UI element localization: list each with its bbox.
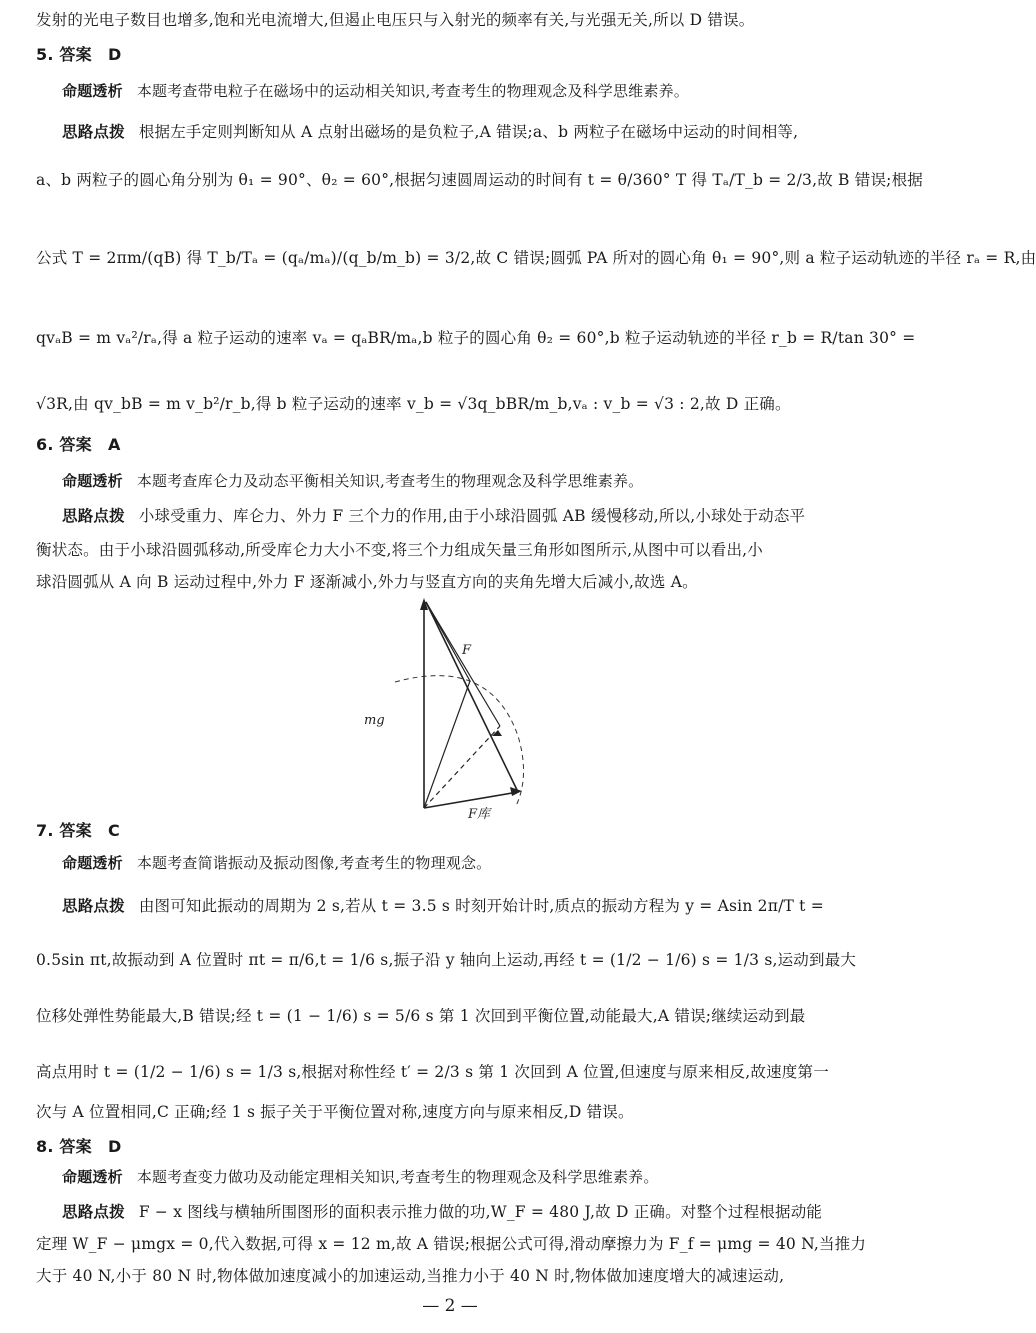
answer-7-heading: 7. 答案 C [36, 821, 120, 840]
q5-hint-3: 公式 T = 2πm/(qB) 得 T_b/Tₐ = (qₐ/mₐ)/(q_b/m_b) = 3/2,故 C 错误;圆弧 PA 所对的圆心角 θ₁ = 90°,则 a 粒子运动轨迹的半径 rₐ = R,由 [36, 249, 1036, 267]
q8-hint-1: 思路点拨 F − x 图线与横轴所围图形的面积表示推力做的功,W_F = 480 J,故 D 正确。对整个过程根据动能 [62, 1203, 823, 1221]
label-Fku: F库 [468, 807, 491, 822]
label-silu: 思路点拨 [62, 897, 125, 915]
label-silu: 思路点拨 [62, 507, 125, 525]
solid-line-4 [426, 602, 470, 681]
q8-hint-3: 大于 40 N,小于 80 N 时,物体做加速度减小的加速运动,当推力小于 40 N 时,物体做加速度增大的减速运动, [36, 1267, 785, 1285]
q6-hint-2: 衡状态。由于小球沿圆弧移动,所受库仑力大小不变,将三个力组成矢量三角形如图所示,从图中可以看出,小 [36, 541, 764, 559]
force-vector-figure [340, 596, 560, 822]
q8-hint-2: 定理 W_F − μmgx = 0,代入数据,可得 x = 12 m,故 A 错误;根据公式可得,滑动摩擦力为 F_f = μmg = 40 N,当推力 [36, 1235, 867, 1253]
label-mingti: 命题透析 [62, 854, 123, 872]
label-mingti: 命题透析 [62, 1168, 123, 1186]
label-mingti: 命题透析 [62, 472, 123, 490]
q5-hint-5: √3R,由 qv_bB = m v_b²/r_b,得 b 粒子运动的速率 v_b = √3q_bBR/m_b,vₐ : v_b = √3 : 2,故 D 正确。 [36, 395, 791, 413]
q7-hint-5: 次与 A 位置相同,C 正确;经 1 s 振子关于平衡位置对称,速度方向与原来相反,D 错误。 [36, 1103, 634, 1121]
label-silu: 思路点拨 [62, 1203, 125, 1221]
q6-analysis: 命题透析 本题考查库仑力及动态平衡相关知识,考查考生的物理观念及科学思维素养。 [62, 472, 644, 490]
arc-path [395, 676, 524, 806]
q5-hint-1: 思路点拨 根据左手定则判断知从 A 点射出磁场的是负粒子,A 错误;a、b 两粒子在磁场中运动的时间相等, [62, 123, 799, 141]
q5-hint-2: a、b 两粒子的圆心角分别为 θ₁ = 90°、θ₂ = 60°,根据匀速圆周运动的时间有 t = θ/360° T 得 Tₐ/T_b = 2/3,故 B 错误;根据 [36, 171, 924, 189]
q7-hint-3: 位移处弹性势能最大,B 错误;经 t = (1 − 1/6) s = 5/6 s 第 1 次回到平衡位置,动能最大,A 错误;继续运动到最 [36, 1007, 806, 1025]
label-F: F [462, 643, 472, 658]
q7-analysis: 命题透析 本题考查简谐振动及振动图像,考查考生的物理观念。 [62, 854, 492, 872]
answer-6-heading: 6. 答案 A [36, 435, 121, 454]
answer-8-heading: 8. 答案 D [36, 1137, 122, 1156]
q5-hint-4: qvₐB = m vₐ²/rₐ,得 a 粒子运动的速率 vₐ = qₐBR/mₐ,b 粒子的圆心角 θ₂ = 60°,b 粒子运动轨迹的半径 r_b = R/tan 30° = [36, 329, 916, 347]
answer-5-heading: 5. 答案 D [36, 45, 122, 64]
label-mingti: 命题透析 [62, 82, 123, 100]
q5-analysis: 命题透析 本题考查带电粒子在磁场中的运动相关知识,考查考生的物理观念及科学思维素养。 [62, 82, 689, 100]
page-number: — 2 — [422, 1296, 478, 1316]
text-line: 发射的光电子数目也增多,饱和光电流增大,但遏止电压只与入射光的频率有关,与光强无关,所以 D 错误。 [36, 11, 755, 29]
label-mg: mg [364, 713, 385, 728]
label-silu: 思路点拨 [62, 123, 125, 141]
q7-hint-2: 0.5sin πt,故振动到 A 位置时 πt = π/6,t = 1/6 s,振子沿 y 轴向上运动,再经 t = (1/2 − 1/6) s = 1/3 s,运动到最大 [36, 951, 857, 969]
q8-analysis: 命题透析 本题考查变力做功及动能定理相关知识,考查考生的物理观念及科学思维素养。 [62, 1168, 659, 1186]
coulomb-force-vector [424, 792, 518, 808]
q7-hint-4: 高点用时 t = (1/2 − 1/6) s = 1/3 s,根据对称性经 t′ = 2/3 s 第 1 次回到 A 位置,但速度与原来相反,故速度第一 [36, 1063, 829, 1081]
solid-line-2 [426, 602, 500, 726]
q6-hint-1: 思路点拨 小球受重力、库仑力、外力 F 三个力的作用,由于小球沿圆弧 AB 缓慢移动,所以,小球处于动态平 [62, 507, 806, 525]
q7-hint-1: 思路点拨 由图可知此振动的周期为 2 s,若从 t = 3.5 s 时刻开始计时,质点的振动方程为 y = Asin 2π/T t = [62, 897, 824, 915]
dashed-line-1 [424, 726, 500, 808]
q6-hint-3: 球沿圆弧从 A 向 B 运动过程中,外力 F 逐渐减小,外力与竖直方向的夹角先增大后减小,故选 A。 [36, 573, 698, 591]
solid-line-3 [424, 681, 470, 808]
